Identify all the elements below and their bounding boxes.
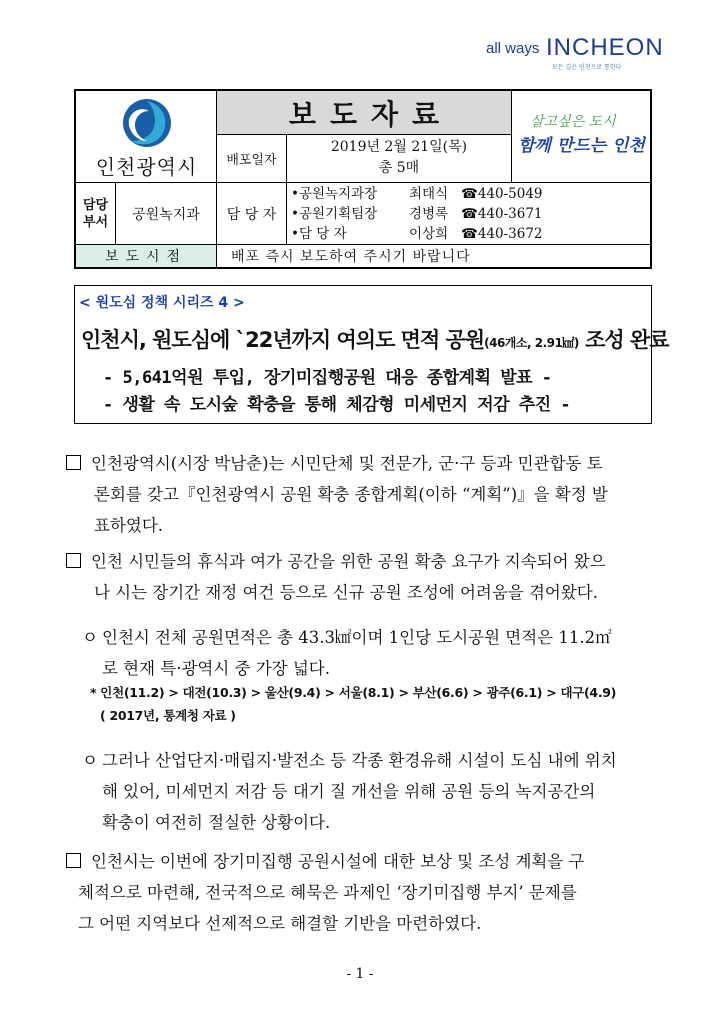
paragraph-line: 그 어떤 지역보다 선제적으로 해결할 기반을 마련하였다. (78, 914, 482, 933)
circle-bullet-icon: ㅇ (82, 628, 98, 647)
sub-paragraph-2 (82, 745, 657, 838)
distribution-label: 배포일자 (217, 135, 287, 183)
doc-title-cell (217, 91, 512, 135)
circle-bullet-icon: ㅇ (82, 751, 98, 770)
square-bullet-icon (66, 553, 81, 568)
contact-list (287, 183, 652, 245)
paragraph-line: 확충이 여전히 절실한 상황이다. (102, 813, 331, 832)
square-bullet-icon (66, 853, 81, 868)
square-bullet-icon (66, 455, 81, 470)
contact-role: •담 당 자 (291, 226, 347, 242)
distribution-value (287, 135, 512, 183)
paragraph-line: 체적으로 마련해, 전국적으로 혜묵은 과제인 ‘장기미집행 부지’ 문제를 (78, 883, 577, 902)
headline-box (74, 285, 669, 424)
series-label: < 원도심 정책 시리즈 4 > (79, 295, 245, 311)
slogan-line1: 살고싶은 도시 (530, 114, 616, 130)
paragraph-line: 인천광역시(시장 박남춘)는 시민단체 및 전문가, 군·구 등과 민관합동 토 (91, 454, 603, 473)
dept-label: 담당 부서 (76, 183, 116, 245)
contact-name: 최태식 (409, 186, 449, 202)
paragraph-line: 인천시는 이번에 장기미집행 공원시설에 대한 보상 및 조성 계획을 구 (91, 852, 585, 871)
paragraph-2 (66, 546, 656, 608)
dept-value: 공원녹지과 (116, 183, 217, 245)
page-number: - 1 - (346, 966, 374, 982)
brand-prefix: all ways (486, 40, 540, 57)
contact-row (291, 184, 652, 204)
paragraph-line: 인천시 전체 공원면적은 총 43.3㎢이며 1인당 도시공원 면적은 11.2㎡ (102, 628, 612, 647)
contact-role: •공원녹지과장 (291, 186, 378, 202)
ranking-note: * 인천(11.2) > 대전(10.3) > 울산(9.4) > 서울(8.1) > 부산(6.6) > 광주(6.1) > 대구(4.9) (90, 685, 617, 700)
paragraph-line: 론회를 갖고『인천광역시 공원 확충 종합계획(이하 “계획”)』을 확정 발 (94, 485, 608, 504)
paragraph-line: 로 현재 특·광역시 중 가장 넓다. (102, 659, 330, 678)
org-name: 인천광역시 (95, 155, 198, 179)
contact-name: 이상희 (409, 226, 449, 242)
release-timing-label: 보도시점 (76, 245, 217, 267)
contact-phone: ☎440-3672 (461, 226, 543, 242)
contact-row (291, 204, 652, 224)
slogan-cell (512, 91, 652, 183)
slogan-line2: 함께 만드는 인천 (518, 136, 645, 156)
paragraph-1 (66, 448, 656, 541)
sub-paragraph-1 (82, 622, 657, 684)
main-title-area: (46개소, 2.91㎢) (484, 336, 579, 350)
doc-title: 보도자료 (288, 97, 454, 131)
press-release-header-table (74, 89, 652, 269)
paragraph-line: 나 시는 장기간 재정 여건 등으로 신규 공원 조성에 어려움을 겪어왔다. (94, 583, 598, 602)
paragraph-line: 그러나 산업단지·매립지·발전소 등 각종 환경유해 시설이 도심 내에 위치 (102, 751, 617, 770)
main-title (81, 324, 669, 354)
brand-name: INCHEON (546, 34, 664, 61)
release-timing-value: 배포 즉시 보도하여 주시기 바랍니다 (231, 249, 471, 265)
org-logo-cell (76, 91, 217, 183)
contact-role: •공원기획팀장 (291, 206, 378, 222)
paragraph-3 (66, 846, 656, 939)
contact-label: 담 당 자 (217, 183, 287, 245)
main-title-end: 조성 완료 (578, 328, 669, 352)
contact-phone: ☎440-3671 (461, 206, 543, 222)
contact-name: 경병록 (409, 206, 449, 222)
contact-row (291, 224, 652, 244)
subtitle-1: - 5,641억원 투입, 장기미집행공원 대응 종합계획 발표 - (103, 368, 552, 388)
ranking-source: ( 2017년, 통계청 자료 ) (100, 708, 236, 723)
distribution-pages: 총 5매 (378, 160, 420, 176)
paragraph-line: 인천 시민들의 휴식과 여가 공간을 위한 공원 확충 요구가 지속되어 왔으 (91, 552, 606, 571)
incheon-brand-logo (486, 36, 686, 76)
brand-tagline: 모든 길은 인천으로 통한다 (552, 64, 622, 71)
paragraph-line: 표하였다. (94, 516, 164, 535)
paragraph-line: 해 있어, 미세먼지 저감 등 대기 질 개선을 위해 공원 등의 녹지공간의 (102, 782, 596, 801)
distribution-date: 2019년 2월 21일(목) (330, 139, 468, 155)
incheon-emblem-icon (117, 97, 177, 149)
contact-phone: ☎440-5049 (461, 186, 543, 202)
subtitle-2: - 생활 속 도시숲 확충을 통해 체감형 미세먼지 저감 추진 - (103, 395, 571, 415)
main-title-text: 인천시, 원도심에 `22년까지 여의도 면적 공원 (81, 328, 485, 352)
